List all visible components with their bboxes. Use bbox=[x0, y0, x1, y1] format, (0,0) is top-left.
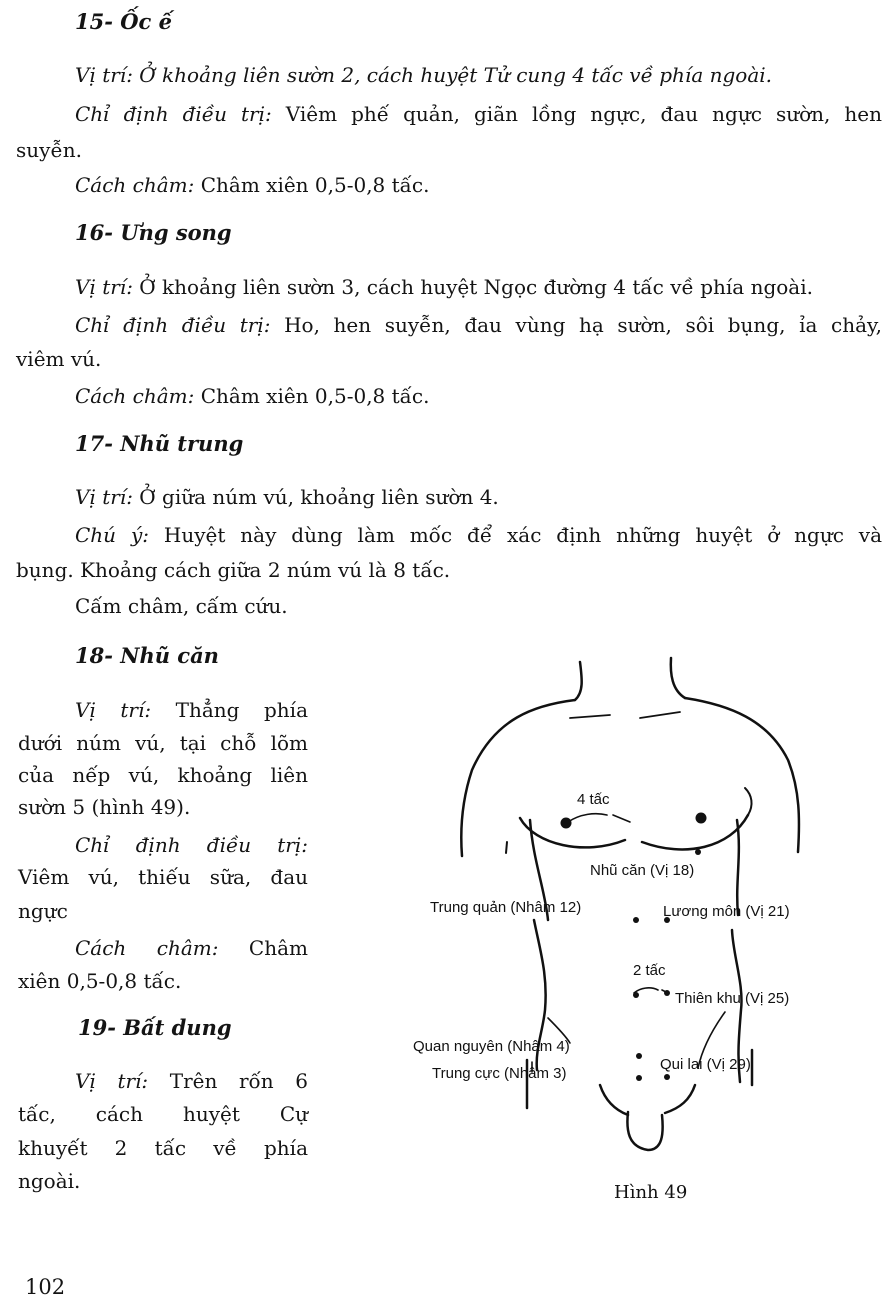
vitri-text: Ở khoảng liên sườn 2, cách huyệt Tử cung 4 tấc về phía ngoài. bbox=[139, 63, 773, 87]
figure-caption: Hình 49 bbox=[614, 1182, 688, 1203]
vitri-label: Vị trí: bbox=[75, 1069, 149, 1093]
vitri-label: Vị trí: bbox=[75, 698, 152, 722]
label-quan-nguyen: Quan nguyên (Nhâm 4) bbox=[413, 1038, 570, 1055]
right-nipple-point bbox=[696, 813, 707, 824]
label-qui-lai: Qui lai (Vị 29) bbox=[660, 1056, 751, 1073]
vitri-19-l2: tấc, cách huyệt Cự bbox=[18, 1102, 308, 1126]
trung-cuc-point bbox=[636, 1075, 642, 1081]
left-nipple-point bbox=[561, 818, 572, 829]
label-four-tac: 4 tấc bbox=[577, 791, 610, 808]
nhu-can-point bbox=[695, 849, 701, 855]
cachcham-label: Cách châm: bbox=[75, 936, 219, 960]
heading-17: 17- Nhũ trung bbox=[75, 431, 244, 456]
label-trung-cuc: Trung cực (Nhâm 3) bbox=[432, 1065, 567, 1082]
vitri-label: Vị trí: bbox=[75, 485, 133, 509]
vitri-18-l2: dưới núm vú, tại chỗ lõm bbox=[18, 731, 308, 755]
vitri-19-l4: ngoài. bbox=[18, 1169, 81, 1193]
cachcham-label: Cách châm: bbox=[75, 173, 195, 197]
cachcham-text: Châm bbox=[248, 936, 308, 960]
label-luong-mon: Lương môn (Vị 21) bbox=[663, 903, 790, 920]
chidinh-15-cont: suyễn. bbox=[16, 138, 82, 162]
vitri-text: Ở giữa núm vú, khoảng liên sườn 4. bbox=[139, 485, 499, 509]
vitri-18-l4: sườn 5 (hình 49). bbox=[18, 795, 191, 819]
vitri-19-l3: khuyết 2 tấc về phía bbox=[18, 1136, 308, 1160]
vitri-text: Trên rốn 6 bbox=[169, 1069, 308, 1093]
heading-19: 19- Bất dung bbox=[78, 1015, 232, 1040]
vitri-label: Vị trí: bbox=[75, 63, 133, 87]
chuy-label: Chú ý: bbox=[75, 523, 149, 547]
cachcham-text: Châm xiên 0,5-0,8 tấc. bbox=[200, 173, 430, 197]
vitri-label: Vị trí: bbox=[75, 275, 133, 299]
chuy-17-cont: bụng. Khoảng cách giữa 2 núm vú là 8 tấc. bbox=[16, 558, 451, 582]
qui-lai-point bbox=[664, 1074, 670, 1080]
label-two-tac: 2 tấc bbox=[633, 962, 666, 979]
cachcham-text: Châm xiên 0,5-0,8 tấc. bbox=[200, 384, 430, 408]
chidinh-16-cont: viêm vú. bbox=[16, 347, 102, 371]
chuy-text: Huyệt này dùng làm mốc để xác định những huyệt ở ngực và bbox=[163, 523, 883, 547]
chidinh-text: Ho, hen suyễn, đau vùng hạ sườn, sôi bụng, ỉa chảy, bbox=[284, 313, 883, 337]
chidinh-18: Chỉ định điều trị: bbox=[75, 833, 308, 857]
label-nhu-can: Nhũ căn (Vị 18) bbox=[590, 862, 695, 879]
vitri-text: Thẳng phía bbox=[175, 698, 308, 722]
heading-16: 16- Ưng song bbox=[75, 220, 232, 245]
cam-17: Cấm châm, cấm cứu. bbox=[75, 594, 288, 618]
chidinh-18-l1: Viêm vú, thiếu sữa, đau bbox=[18, 865, 308, 889]
chidinh-label: Chỉ định điều trị: bbox=[75, 102, 272, 126]
heading-15: 15- Ốc ế bbox=[75, 9, 173, 34]
acupoint-markers bbox=[561, 813, 707, 1082]
cachcham-label: Cách châm: bbox=[75, 384, 195, 408]
vitri-text: Ở khoảng liên sườn 3, cách huyệt Ngọc đường 4 tấc về phía ngoài. bbox=[139, 275, 813, 299]
thien-khu-point bbox=[664, 990, 670, 996]
thien-khu-left-point bbox=[633, 992, 639, 998]
label-trung-quan: Trung quản (Nhâm 12) bbox=[430, 899, 582, 916]
label-thien-khu: Thiên khu (Vị 25) bbox=[675, 990, 790, 1007]
chidinh-label: Chỉ định điều trị: bbox=[75, 313, 271, 337]
vitri-18-l3: của nếp vú, khoảng liên bbox=[18, 763, 308, 787]
quan-nguyen-point bbox=[636, 1053, 642, 1059]
cachcham-18-l2: xiên 0,5-0,8 tấc. bbox=[18, 969, 182, 993]
heading-18: 18- Nhũ căn bbox=[75, 643, 219, 668]
chidinh-text: Viêm phế quản, giãn lồng ngực, đau ngực sườn, hen bbox=[285, 102, 882, 126]
chidinh-18-l2: ngực bbox=[18, 899, 68, 923]
trung-quan-point bbox=[633, 917, 639, 923]
page-number: 102 bbox=[25, 1275, 66, 1299]
